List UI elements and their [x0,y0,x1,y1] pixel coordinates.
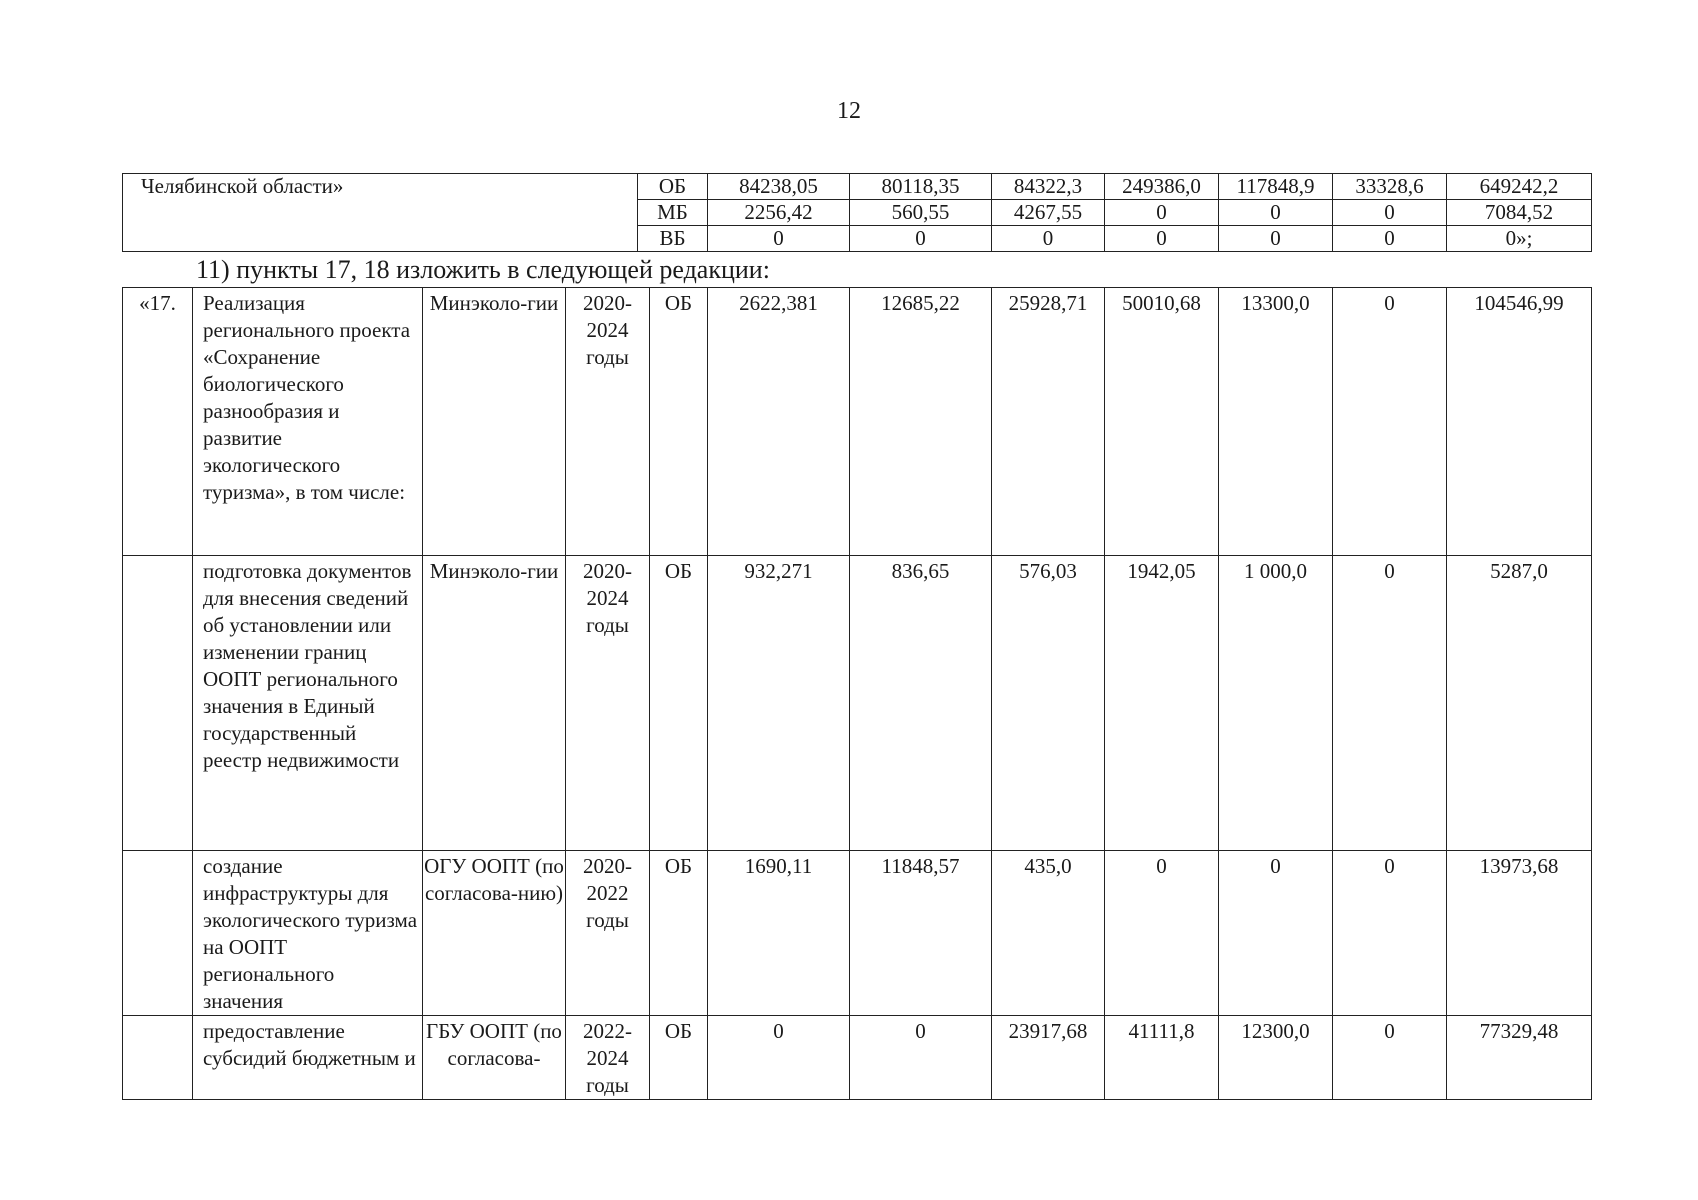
row-name: создание инфраструктуры для экологического туризма на ООПТ регионального значения [193,851,423,1016]
funding-source: ОБ [650,851,708,1016]
value-cell: 12300,0 [1219,1016,1333,1100]
value-cell: 5287,0 [1447,556,1592,851]
value-cell: 0»; [1447,226,1592,252]
value-cell: 0 [1333,288,1447,556]
executor: Минэколо-гии [423,288,566,556]
value-cell: 12685,22 [850,288,992,556]
value-cell: 2622,381 [708,288,850,556]
value-cell: 84238,05 [708,174,850,200]
value-cell: 0 [1333,851,1447,1016]
row-name: Реализация регионального проекта «Сохранение биологического разнообразия и развитие экологического туризма», в том числе: [193,288,423,556]
value-cell: 0 [1105,226,1219,252]
value-cell: 0 [1219,226,1333,252]
value-cell: 0 [850,1016,992,1100]
value-cell: 4267,55 [992,200,1105,226]
value-cell: 0 [1219,200,1333,226]
value-cell: 0 [1333,1016,1447,1100]
value-cell: 1942,05 [1105,556,1219,851]
value-cell: 249386,0 [1105,174,1219,200]
value-cell: 2256,42 [708,200,850,226]
value-cell: 0 [1333,556,1447,851]
value-cell: 0 [1219,851,1333,1016]
table-row [123,851,1592,1016]
value-cell: 33328,6 [1333,174,1447,200]
value-cell: 0 [1333,226,1447,252]
value-cell: 13973,68 [1447,851,1592,1016]
instruction-text: 11) пункты 17, 18 изложить в следующей редакции: [196,255,770,284]
row-name: предоставление субсидий бюджетным и [193,1016,423,1100]
value-cell: 836,65 [850,556,992,851]
value-cell: 576,03 [992,556,1105,851]
value-cell: 7084,52 [1447,200,1592,226]
funding-source: ОБ [638,174,708,200]
table-row [123,288,1592,556]
table-row [123,556,1592,851]
value-cell: 1 000,0 [1219,556,1333,851]
row-number [123,1016,193,1100]
period: 2020-2024 годы [566,288,650,556]
value-cell: 117848,9 [1219,174,1333,200]
row-number [123,851,193,1016]
program-table [122,287,1592,1100]
value-cell: 649242,2 [1447,174,1592,200]
value-cell: 25928,71 [992,288,1105,556]
value-cell: 560,55 [850,200,992,226]
table-row [123,174,1592,200]
period: 2022-2024 годы [566,1016,650,1100]
funding-source: ВБ [638,226,708,252]
value-cell: 435,0 [992,851,1105,1016]
value-cell: 23917,68 [992,1016,1105,1100]
value-cell: 1690,11 [708,851,850,1016]
value-cell: 13300,0 [1219,288,1333,556]
row-name: подготовка документов для внесения сведений об установлении или изменении границ ООПТ регионального значения в Единый государственный реестр недвижимости [193,556,423,851]
value-cell: 80118,35 [850,174,992,200]
value-cell: 84322,3 [992,174,1105,200]
value-cell: 0 [1105,851,1219,1016]
table-row [123,1016,1592,1100]
value-cell: 0 [1333,200,1447,226]
executor: ОГУ ООПТ (по согласова-нию) [423,851,566,1016]
value-cell: 104546,99 [1447,288,1592,556]
period: 2020-2022 годы [566,851,650,1016]
executor: ГБУ ООПТ (по согласова- [423,1016,566,1100]
value-cell: 0 [850,226,992,252]
period: 2020-2024 годы [566,556,650,851]
value-cell: 0 [708,226,850,252]
value-cell: 41111,8 [1105,1016,1219,1100]
value-cell: 932,271 [708,556,850,851]
value-cell: 0 [992,226,1105,252]
funding-source: ОБ [650,556,708,851]
row-number [123,556,193,851]
value-cell: 0 [1105,200,1219,226]
funding-source: ОБ [650,1016,708,1100]
value-cell: 0 [708,1016,850,1100]
value-cell: 11848,57 [850,851,992,1016]
value-cell: 77329,48 [1447,1016,1592,1100]
funding-source: МБ [638,200,708,226]
row-number: «17. [123,288,193,556]
page-number: 12 [837,98,861,124]
funding-source: ОБ [650,288,708,556]
value-cell: 50010,68 [1105,288,1219,556]
continuation-table [122,173,1592,252]
executor: Минэколо-гии [423,556,566,851]
continuation-label: Челябинской области» [123,174,638,252]
